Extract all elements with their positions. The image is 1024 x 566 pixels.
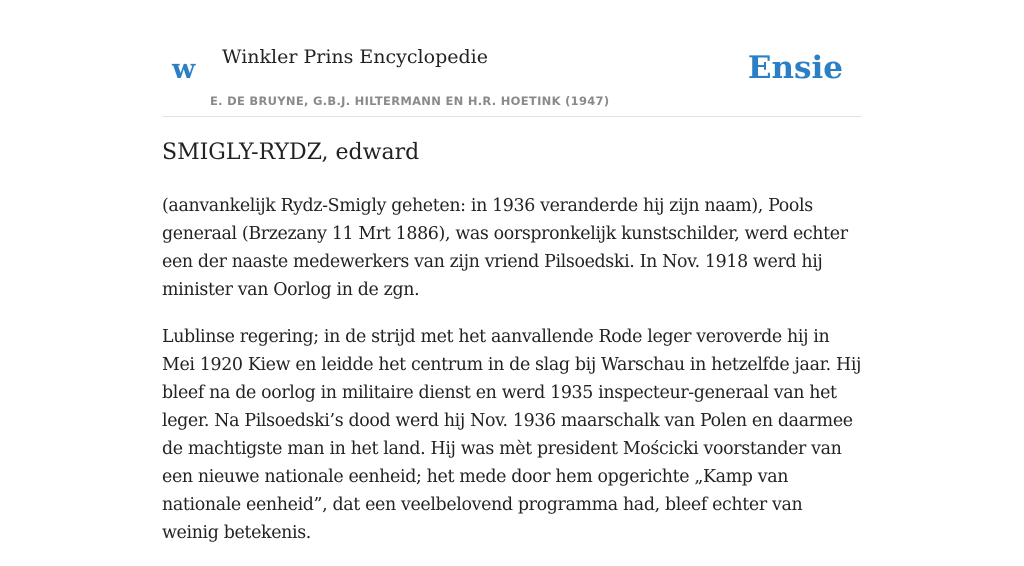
site-header: [162, 40, 862, 117]
publication-title-link[interactable]: Winkler Prins Encyclopedie: [222, 46, 488, 68]
publication-logo-icon[interactable]: w: [172, 54, 196, 85]
ensie-logo-link[interactable]: Ensie: [747, 50, 843, 86]
article-body: [162, 192, 862, 566]
article-paragraph-2: Lublinse regering; in de strijd met het aanvallende Rode leger veroverde hij in Mei 1920 Kiew en leidde het centrum in de slag bij Warschau in hetzelfde jaar. Hij bleef na de oorlog in militaire dienst en werd 1935 inspecteur-generaal van het leger. Na Pilsoedski’s dood werd hij Nov. 1936 maarschalk van Polen en daarmee de machtigste man in het land. Hij was mèt president Mościcki voorstander van een nieuwe nationale eenheid; het mede door hem opgerichte „Kamp van nationale eenheid”, dat een veelbelovend programma had, bleef echter van weinig betekenis.: [162, 327, 862, 543]
article-title: SMIGLY-RYDZ, edward: [162, 140, 420, 165]
publication-authors: E. DE BRUYNE, G.B.J. HILTERMANN EN H.R. HOETINK (1947): [210, 94, 610, 108]
article-paragraph-1: (aanvankelijk Rydz-Smigly geheten: in 1936 veranderde hij zijn naam), Pools generaal (Brzezany 11 Mrt 1886), was oorspronkelijk kunstschilder, werd echter een der naaste medewerkers van zijn vriend Pilsoedski. In Nov. 1918 werd hij minister van Oorlog in de zgn.: [162, 196, 848, 300]
